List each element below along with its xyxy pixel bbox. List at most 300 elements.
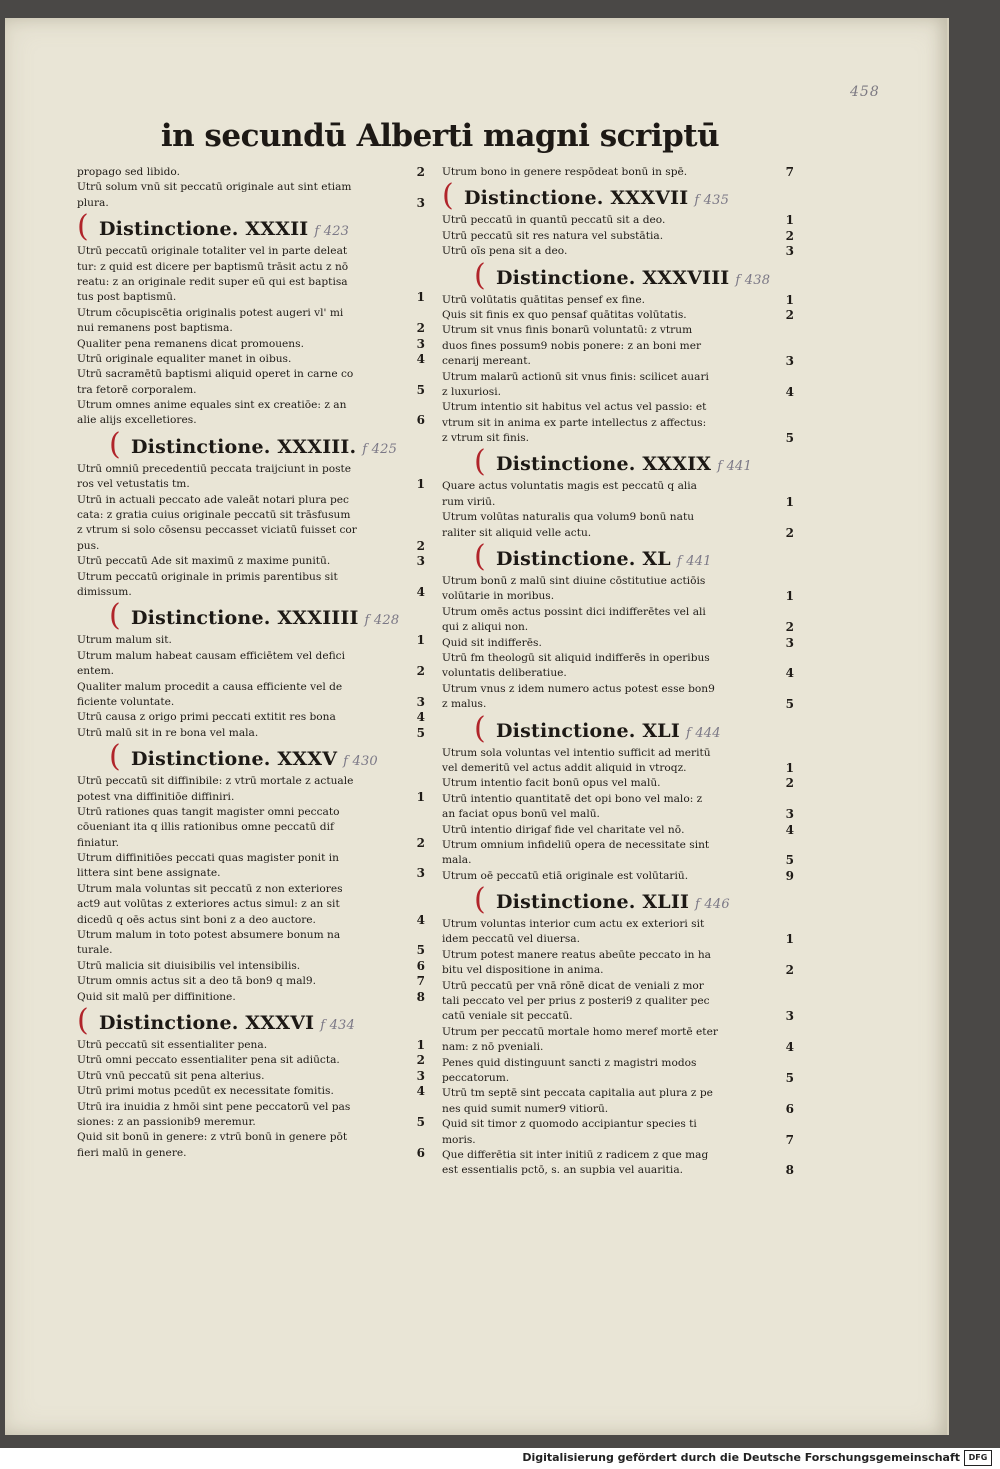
question-line: [442, 385, 796, 400]
handwritten-folio-reference: f 428: [364, 613, 400, 629]
distinction-heading: [109, 739, 427, 775]
question-number: 1: [416, 1037, 425, 1052]
question-number: 1: [785, 932, 794, 947]
question-line: [442, 853, 796, 868]
question-line: [442, 1025, 796, 1040]
question-line: [77, 866, 427, 881]
rubricated-initial: (: [474, 257, 486, 293]
question-line: [442, 339, 796, 354]
question-line: [77, 477, 427, 492]
question-text: cōueniant ita q illis rationibus omne peccatū dif: [77, 821, 334, 834]
question-number: 2: [785, 228, 794, 243]
question-line: [442, 651, 796, 666]
question-number: 4: [785, 1040, 794, 1055]
question-text: Utrū fm theologū sit aliquid indifferēs in operibus: [442, 651, 710, 664]
question-line: [442, 605, 796, 620]
question-line: [77, 570, 427, 585]
handwritten-folio-reference: f 425: [362, 441, 398, 457]
question-text: finiatur.: [77, 836, 119, 849]
question-text: tali peccato vel per prius z posteri9 z qualiter pec: [442, 995, 710, 1008]
question-text: Utrū sacramētū baptismi aliquid operet in carne co: [77, 368, 354, 381]
question-line: [77, 1130, 427, 1145]
question-line: [442, 229, 796, 244]
question-line: [442, 932, 796, 947]
rubricated-initial: (: [474, 444, 486, 480]
question-text: Utrū intentio quantitatē det opi bono vel malo: z: [442, 792, 703, 805]
question-text: Quid sit bonū in genere: z vtrū bonū in genere pōt: [77, 1131, 348, 1144]
question-number: 4: [416, 710, 425, 725]
question-text: Utrū peccatū sit res natura vel substātia.: [442, 229, 664, 242]
question-number: 9: [785, 868, 794, 883]
question-text: bitu vel dispositione in anima.: [442, 964, 604, 977]
question-line: [77, 882, 427, 897]
question-text: Utrū peccatū Ade sit maximū z maxime punitū.: [77, 555, 331, 568]
question-number: 8: [416, 989, 425, 1004]
question-text: Utrum omnium infideliū opera de necessitate sint: [442, 838, 710, 851]
question-text: idem peccatū vel diuersa.: [442, 933, 580, 946]
question-text: Utrū malicia sit diuisibilis vel intensibilis.: [77, 959, 301, 972]
handwritten-folio-reference: f 441: [676, 554, 712, 570]
distinction-title: Distinctione. XLII f 446: [496, 891, 730, 914]
handwritten-folio-reference: f 444: [685, 725, 721, 741]
question-text: Utrū peccatū sit diffinibile: z vtrū mortale z actuale: [77, 775, 354, 788]
question-text: Utrum omnis actus sit a deo tā bon9 q mal9.: [77, 975, 317, 988]
question-text: Utrum intentio sit habitus vel actus vel passio: et: [442, 401, 707, 414]
question-text: vtrum sit in anima ex parte intellectus z affectus:: [442, 416, 707, 429]
footer-credit: Digitalisierung gefördert durch die Deutsche Forschungsgemeinschaft: [522, 1451, 960, 1464]
question-text: Utrum vnus z idem numero actus potest esse bon9: [442, 682, 715, 695]
question-number: 5: [416, 1114, 425, 1129]
distinction-heading: [109, 598, 427, 634]
question-number: 1: [785, 494, 794, 509]
question-text: Utrum malum sit.: [77, 634, 172, 647]
rubricated-initial: (: [474, 539, 486, 575]
question-text: siones: z an passionib9 meremur.: [77, 1115, 256, 1128]
question-number: 6: [416, 958, 425, 973]
question-text: Utrū vnū peccatū sit pena alterius.: [77, 1069, 265, 1082]
question-line: [77, 897, 427, 912]
question-line: [77, 352, 427, 367]
question-text: Utrum voluntas interior cum actu ex exteriori sit: [442, 918, 705, 931]
handwritten-folio-reference: f 438: [735, 272, 771, 288]
question-line: [442, 1071, 796, 1086]
question-line: [442, 370, 796, 385]
question-line: [442, 697, 796, 712]
question-number: 5: [416, 725, 425, 740]
distinction-heading: [474, 257, 796, 293]
question-text: cenarij mereant.: [442, 355, 531, 368]
question-text: Utrū malū sit in re bona vel mala.: [77, 726, 259, 739]
handwritten-folio-reference: f 434: [320, 1017, 355, 1033]
question-number: 4: [416, 1084, 425, 1099]
question-text: Penes quid distinguunt sancti z magistri modos: [442, 1056, 697, 1069]
question-line: [442, 1009, 796, 1024]
question-number: 2: [785, 963, 794, 978]
question-line: [442, 495, 796, 510]
question-text: Utrum intentio facit bonū opus vel malū.: [442, 777, 661, 790]
question-text: Utrum per peccatū mortale homo meref mortē eter: [442, 1025, 718, 1038]
question-text: Utrum potest manere reatus abeūte peccato in ha: [442, 948, 711, 961]
question-text: moris.: [442, 1133, 476, 1146]
question-number: 2: [785, 620, 794, 635]
question-number: 4: [416, 584, 425, 599]
right-column: [442, 165, 796, 1179]
question-line: [77, 913, 427, 928]
question-line: [77, 928, 427, 943]
question-text: plura.: [77, 196, 109, 209]
question-text: voluntatis deliberatiue.: [442, 667, 567, 680]
question-text: Utrū in actuali peccato ade valeāt notari plura pec: [77, 493, 349, 506]
rubricated-initial: (: [109, 598, 121, 634]
question-line: [442, 213, 796, 228]
question-number: 5: [785, 697, 794, 712]
question-line: [77, 244, 427, 259]
running-head: in secundū Alberti magni scriptū: [160, 118, 720, 154]
question-text: Qualiter pena remanens dicat promouens.: [77, 337, 304, 350]
question-text: Utrū tm septē sint peccata capitalia aut plura z pe: [442, 1087, 713, 1100]
question-line: [77, 260, 427, 275]
question-text: Utrū ira inuidia z hmōi sint pene peccatorū vel pas: [77, 1100, 351, 1113]
question-line: [442, 979, 796, 994]
question-line: [442, 823, 796, 838]
question-number: 2: [416, 1053, 425, 1068]
distinction-heading: [77, 209, 427, 245]
handwritten-folio-reference: f 446: [695, 897, 730, 913]
rubricated-initial: (: [474, 710, 486, 746]
question-text: Utrū intentio dirigaf fide vel charitate vel nō.: [442, 823, 685, 836]
question-line: [442, 776, 796, 791]
question-text: littera sint bene assignate.: [77, 867, 221, 880]
question-text: Utrū peccatū originale totaliter vel in parte deleat: [77, 245, 348, 258]
question-line: [442, 792, 796, 807]
question-number: 3: [416, 866, 425, 881]
question-line: [442, 244, 796, 259]
question-number: 5: [416, 382, 425, 397]
distinction-heading: [77, 1002, 427, 1038]
question-text: Quis sit finis ex quo pensaf quātitas volūtatis.: [442, 308, 687, 321]
question-text: catū veniale sit peccatū.: [442, 1010, 573, 1023]
question-number: 2: [416, 538, 425, 553]
question-text: rum viriū.: [442, 495, 496, 508]
question-text: Utrū oīs pena sit a deo.: [442, 245, 568, 258]
question-line: [77, 851, 427, 866]
question-text: dicedū q oēs actus sint boni z a deo auctore.: [77, 913, 316, 926]
question-number: 6: [416, 413, 425, 428]
question-number: 2: [785, 776, 794, 791]
question-line: [77, 1069, 427, 1084]
question-text: act9 aut volūtas z exteriores actus simul: z an sit: [77, 898, 340, 911]
distinction-title: Distinctione. XLI f 444: [496, 719, 721, 742]
question-text: raliter sit aliquid velle actu.: [442, 526, 592, 539]
question-text: Utrū solum vnū sit peccatū originale aut sint etiam: [77, 181, 352, 194]
question-line: [442, 917, 796, 932]
question-number: 7: [785, 1132, 794, 1147]
question-number: 3: [416, 694, 425, 709]
rubricated-initial: (: [474, 882, 486, 918]
rubricated-initial: (: [109, 426, 121, 462]
question-number: 2: [416, 165, 425, 179]
question-text: Utrū volūtatis quātitas pensef ex fine.: [442, 293, 645, 306]
question-line: [77, 649, 427, 664]
question-text: nam: z nō pveniali.: [442, 1041, 544, 1054]
question-text: tus post baptismū.: [77, 291, 177, 304]
question-number: 7: [416, 974, 425, 989]
question-text: Utrum malarū actionū sit vnus finis: scilicet auari: [442, 370, 709, 383]
question-line: [77, 165, 427, 180]
distinction-title: Distinctione. XL f 441: [496, 548, 712, 571]
question-text: fieri malū in genere.: [77, 1146, 187, 1159]
distinction-title: Distinctione. XXXV f 430: [131, 748, 378, 771]
question-text: qui z aliqui non.: [442, 621, 529, 634]
question-line: [77, 383, 427, 398]
question-text: Utrum volūtas naturalis qua volum9 bonū natu: [442, 511, 695, 524]
question-text: Utrū omniū precedentiū peccata traijciunt in poste: [77, 462, 352, 475]
question-number: 4: [785, 384, 794, 399]
question-text: nui remanens post baptisma.: [77, 322, 233, 335]
question-line: [442, 636, 796, 651]
question-text: Que differētia sit inter initiū z radicem z que mag: [442, 1148, 709, 1161]
question-text: turale.: [77, 944, 113, 957]
question-line: [77, 337, 427, 352]
question-line: [442, 807, 796, 822]
question-number: 1: [416, 290, 425, 305]
question-text: Quid sit timor z quomodo accipiantur species ti: [442, 1118, 697, 1131]
question-line: [77, 1053, 427, 1068]
question-line: [77, 554, 427, 569]
question-number: 3: [785, 635, 794, 650]
question-line: [442, 323, 796, 338]
handwritten-folio-reference: f 441: [717, 459, 752, 475]
question-line: [77, 790, 427, 805]
question-text: z luxuriosi.: [442, 385, 501, 398]
question-text: Quare actus voluntatis magis est peccatū q alia: [442, 480, 697, 493]
question-line: [77, 398, 427, 413]
question-text: duos fines possum9 nobis ponere: z an boni mer: [442, 339, 702, 352]
question-line: [77, 1115, 427, 1130]
handwritten-folio-reference: f 423: [314, 224, 350, 240]
question-text: z vtrum sit finis.: [442, 432, 530, 445]
distinction-heading: [474, 444, 796, 480]
question-text: Utrū peccatū sit essentialiter pena.: [77, 1038, 268, 1051]
question-text: reatu: z an originale redit super eū qui est baptisa: [77, 275, 348, 288]
question-text: entem.: [77, 665, 115, 678]
rubricated-initial: (: [442, 178, 454, 214]
question-number: 8: [785, 1163, 794, 1178]
question-number: 5: [785, 853, 794, 868]
rubricated-initial: (: [77, 209, 89, 245]
question-text: z vtrum si solo cōsensu peccasset viciatū fuisset cor: [77, 524, 357, 537]
question-number: 4: [416, 351, 425, 366]
question-line: [77, 805, 427, 820]
question-text: nes quid sumit numer9 vitiorū.: [442, 1102, 609, 1115]
distinction-heading: [474, 882, 796, 918]
question-text: an faciat opus bonū vel malū.: [442, 808, 600, 821]
question-text: volūtarie in moribus.: [442, 590, 555, 603]
question-line: [442, 746, 796, 761]
question-line: [442, 1117, 796, 1132]
question-line: [442, 431, 796, 446]
question-line: [442, 1086, 796, 1101]
distinction-title: Distinctione. XXXVII f 435: [464, 187, 730, 210]
question-line: [77, 585, 427, 600]
question-text: z malus.: [442, 698, 487, 711]
question-number: 2: [416, 835, 425, 850]
distinction-title: Distinctione. XXXVI f 434: [99, 1011, 355, 1034]
question-line: [442, 526, 796, 541]
question-line: [77, 539, 427, 554]
question-text: Utrum sola voluntas vel intentio sufficit ad meritū: [442, 746, 711, 759]
question-number: 4: [785, 822, 794, 837]
question-text: Qualiter malum procedit a causa efficiente vel de: [77, 680, 343, 693]
question-text: cata: z gratia cuius originale peccatū sit trāsfusum: [77, 509, 351, 522]
question-line: [442, 1133, 796, 1148]
question-text: Utrum oē peccatū etiā originale est volūtariū.: [442, 869, 689, 882]
question-line: [77, 1146, 427, 1161]
question-text: Quid sit indifferēs.: [442, 636, 542, 649]
question-number: 3: [416, 336, 425, 351]
question-text: vel demeritū vel actus addit aliquid in vtroqz.: [442, 761, 687, 774]
question-number: 1: [416, 477, 425, 492]
question-text: tra fetorē corporalem.: [77, 383, 197, 396]
question-text: peccatorum.: [442, 1071, 510, 1084]
handwritten-folio-reference: f 435: [694, 193, 730, 209]
question-line: [77, 710, 427, 725]
question-line: [442, 479, 796, 494]
question-text: Utrum malum habeat causam efficiētem vel defici: [77, 649, 345, 662]
question-text: Utrū omni peccato essentialiter pena sit adiūcta.: [77, 1054, 340, 1067]
question-line: [77, 1038, 427, 1053]
rubricated-initial: (: [77, 1002, 89, 1038]
distinction-heading: [474, 710, 796, 746]
question-line: [77, 680, 427, 695]
question-number: 2: [416, 321, 425, 336]
question-number: 1: [416, 789, 425, 804]
question-line: [77, 523, 427, 538]
question-line: [442, 620, 796, 635]
question-line: [442, 1102, 796, 1117]
distinction-title: Distinctione. XXXIIII f 428: [131, 607, 400, 630]
question-line: [77, 196, 427, 211]
question-text: Utrum mala voluntas sit peccatū z non exteriores: [77, 882, 343, 895]
question-line: [442, 838, 796, 853]
rubricated-initial: (: [109, 739, 121, 775]
question-line: [77, 820, 427, 835]
question-line: [442, 308, 796, 323]
question-text: propago sed libido.: [77, 166, 180, 178]
question-text: Utrū rationes quas tangit magister omni peccato: [77, 805, 340, 818]
question-line: [442, 948, 796, 963]
question-number: 6: [416, 1145, 425, 1160]
question-line: [442, 869, 796, 884]
question-number: 5: [785, 431, 794, 446]
question-line: [77, 462, 427, 477]
question-line: [442, 1040, 796, 1055]
question-number: 1: [785, 213, 794, 228]
left-column: [77, 165, 427, 1161]
question-line: [442, 1148, 796, 1163]
question-text: Utrū peccatū in quantū peccatū sit a deo.: [442, 214, 666, 227]
question-number: 3: [785, 354, 794, 369]
question-number: 7: [785, 165, 794, 179]
handwritten-folio-reference: f 430: [343, 754, 378, 770]
question-number: 5: [785, 1070, 794, 1085]
question-line: [442, 1056, 796, 1071]
dfg-logo: DFG: [964, 1450, 992, 1466]
question-line: [442, 293, 796, 308]
question-line: [442, 682, 796, 697]
question-text: potest vna diffinitiōe diffiniri.: [77, 790, 235, 803]
question-number: 4: [785, 666, 794, 681]
handwritten-folio-number: 458: [850, 84, 880, 100]
question-text: Utrum bono in genere respōdeat bonū in spē.: [442, 166, 688, 178]
question-text: mala.: [442, 854, 472, 867]
question-line: [77, 990, 427, 1005]
question-text: Quid sit malū per diffinitione.: [77, 990, 236, 1003]
question-text: pus.: [77, 539, 100, 552]
distinction-title: Distinctione. XXXII f 423: [99, 218, 350, 241]
question-text: dimissum.: [77, 585, 132, 598]
question-line: [77, 275, 427, 290]
question-line: [442, 574, 796, 589]
question-text: Utrum omnes anime equales sint ex creatiōe: z an: [77, 399, 347, 412]
question-line: [77, 306, 427, 321]
distinction-title: Distinctione. XXXVIII f 438: [496, 266, 771, 289]
question-text: est essentialis pctō, s. an supbia vel auaritia.: [442, 1164, 684, 1177]
question-text: Utrum sit vnus finis bonarū voluntatū: z vtrum: [442, 324, 693, 337]
question-line: [77, 695, 427, 710]
question-number: 4: [416, 912, 425, 927]
distinction-heading: [442, 178, 796, 214]
question-line: [77, 413, 427, 428]
question-number: 6: [785, 1101, 794, 1116]
question-text: Utrum malum in toto potest absumere bonum na: [77, 929, 341, 942]
question-text: Utrū originale equaliter manet in oibus.: [77, 352, 292, 365]
question-number: 1: [416, 633, 425, 648]
question-line: [77, 321, 427, 336]
question-line: [442, 165, 796, 180]
question-line: [77, 959, 427, 974]
question-line: [77, 774, 427, 789]
question-line: [77, 726, 427, 741]
question-line: [442, 761, 796, 776]
question-line: [442, 589, 796, 604]
question-text: Utrum cōcupiscētia originalis potest augeri vl' mi: [77, 306, 344, 319]
question-line: [442, 510, 796, 525]
question-line: [442, 1163, 796, 1178]
question-line: [77, 493, 427, 508]
question-text: ros vel vetustatis tm.: [77, 478, 190, 491]
question-line: [77, 633, 427, 648]
question-line: [442, 666, 796, 681]
question-number: 3: [785, 244, 794, 259]
question-line: [77, 974, 427, 989]
question-number: 5: [416, 943, 425, 958]
question-line: [77, 1100, 427, 1115]
question-number: 3: [416, 1068, 425, 1083]
question-line: [77, 1084, 427, 1099]
question-number: 2: [785, 525, 794, 540]
question-number: 1: [785, 760, 794, 775]
question-line: [77, 943, 427, 958]
question-text: Utrum peccatū originale in primis parentibus sit: [77, 570, 338, 583]
question-text: Utrū peccatū per vnā rōnē dicat de veniali z mor: [442, 979, 704, 992]
question-number: 2: [416, 664, 425, 679]
question-line: [442, 354, 796, 369]
question-line: [77, 508, 427, 523]
question-line: [77, 367, 427, 382]
question-line: [77, 180, 427, 195]
question-line: [442, 416, 796, 431]
